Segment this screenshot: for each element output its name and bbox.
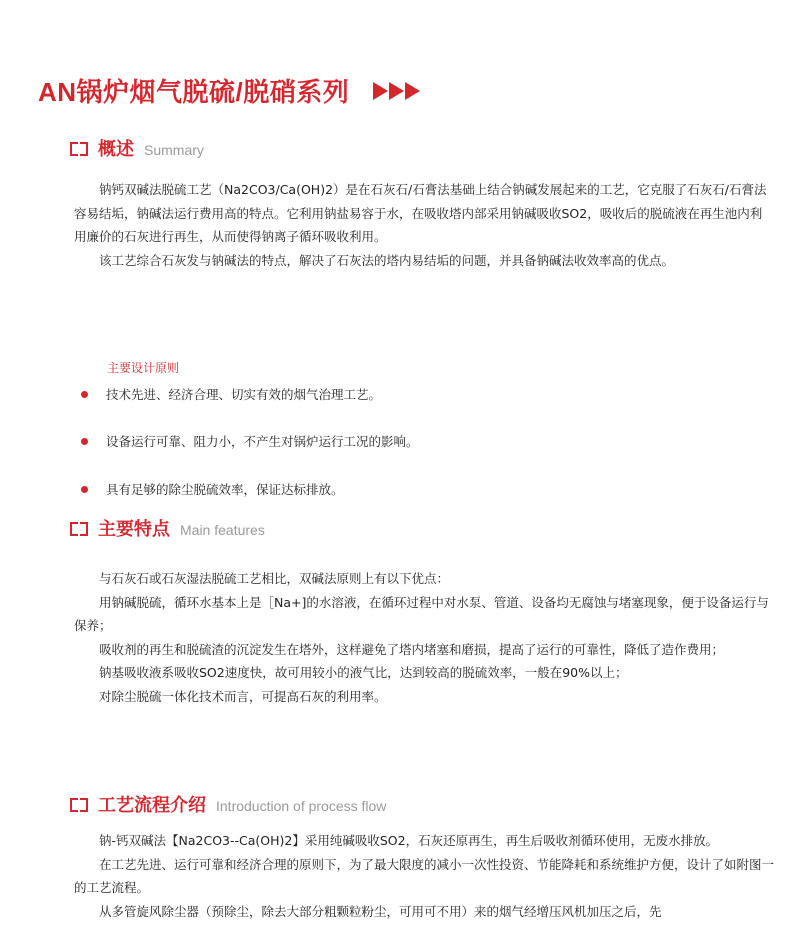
paragraph: 用钠碱脱硫，循环水基本上是［Na+]的水溶液，在循环过程中对水泵、管道、设备均无腐蚀与堵塞现象，便于设备运行与保养； — [74, 594, 769, 633]
section-subtitle: Introduction of process flow — [216, 798, 387, 814]
paragraph: 钠基吸收液系吸收SO2速度快，故可用较小的液气比，达到较高的脱硫效率，一般在90%以上； — [99, 665, 628, 680]
paragraph: 吸收剂的再生和脱硫渣的沉淀发生在塔外，这样避免了塔内堵塞和磨损，提高了运行的可靠性，降低了造作费用； — [99, 641, 725, 657]
paragraph: 从多管旋风除尘器（预除尘，除去大部分粗颗粒粉尘，可用可不用）来的烟气经增压风机加压之后，先 — [99, 903, 662, 919]
bracket-icon — [70, 798, 88, 812]
section-title: 主要特点 — [98, 519, 170, 539]
list-item — [81, 480, 344, 498]
triple-arrow-icon — [373, 82, 421, 100]
list-item-text: 设备运行可靠、阻力小，不产生对锅炉运行工况的影响。 — [106, 434, 419, 449]
features-body — [74, 567, 774, 708]
section-summary-heading — [70, 135, 204, 161]
list-item-text: 技术先进、经济合理、切实有效的烟气治理工艺。 — [106, 387, 382, 402]
section-title: 概述 — [98, 139, 134, 159]
list-item — [81, 432, 419, 450]
process-body — [74, 829, 774, 923]
paragraph: 钠钙双碱法脱硫工艺（Na2CO3/Ca(OH)2）是在石灰石/石膏法基础上结合钠碱发展起来的工艺，它克服了石灰石/石膏法容易结垢，钠碱法运行费用高的特点。它利用钠盐易容于水，在吸收塔内部采用钠碱吸收SO2，吸收后的脱硫液在再生池内利用廉价的石灰进行再生，从而使得钠离子循环吸收利用。 — [74, 182, 767, 244]
list-item — [81, 385, 381, 403]
bullet-dot-icon — [81, 438, 88, 445]
bullet-dot-icon — [81, 391, 88, 398]
paragraph: 钠-钙双碱法【Na2CO3--Ca(OH)2】采用纯碱吸收SO2，石灰还原再生，再生后吸收剂循环使用，无废水排放。 — [99, 833, 719, 848]
page-title — [38, 72, 421, 109]
paragraph: 该工艺综合石灰发与钠碱法的特点，解决了石灰法的塔内易结垢的问题，并具备钠碱法收效率高的优点。 — [99, 252, 675, 268]
paragraph: 对除尘脱硫一体化技术而言，可提高石灰的利用率。 — [99, 688, 387, 704]
list-item-text: 具有足够的除尘脱硫效率，保证达标排放。 — [106, 482, 344, 497]
section-features-heading — [70, 515, 265, 541]
page-title-text: AN锅炉烟气脱硫/脱硝系列 — [38, 77, 350, 107]
principles-heading: 主要设计原则 — [107, 361, 180, 375]
section-subtitle: Summary — [144, 142, 204, 158]
bracket-icon — [70, 522, 88, 536]
paragraph: 在工艺先进、运行可靠和经济合理的原则下，为了最大限度的减小一次性投资、节能降耗和系统维护方便，设计了如附图一的工艺流程。 — [74, 856, 775, 895]
section-process-heading — [70, 791, 386, 817]
summary-body — [74, 178, 774, 272]
bracket-icon — [70, 142, 88, 156]
bullet-dot-icon — [81, 486, 88, 493]
section-subtitle: Main features — [180, 522, 265, 538]
section-title: 工艺流程介绍 — [98, 795, 206, 815]
paragraph: 与石灰石或石灰湿法脱硫工艺相比，双碱法原则上有以下优点： — [99, 571, 450, 586]
